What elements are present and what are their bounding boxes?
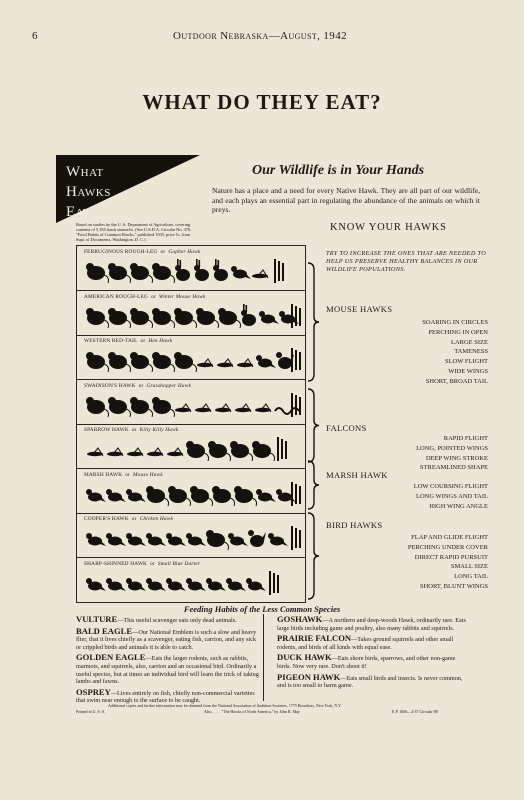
rodent-silhouette: [86, 397, 109, 417]
rodent-silhouette: [130, 397, 153, 417]
rabbit-silhouette: [194, 259, 209, 281]
bird-silhouette: [186, 533, 206, 546]
misc-prey-column: [274, 259, 284, 283]
bird-silhouette: [256, 355, 276, 368]
hawk-common-name: Grasshopper Hawk: [146, 382, 192, 389]
trait-line: SMALL SIZE: [450, 563, 488, 571]
grasshopper-silhouette: [87, 448, 103, 456]
chart-row: [77, 424, 305, 469]
script-title: Our Wildlife is in Your Hands: [252, 163, 425, 178]
grasshopper-silhouette: [217, 359, 233, 367]
trait-line: DEEP WING STROKE: [425, 454, 488, 462]
rodent-silhouette: [130, 308, 153, 328]
or-word: or: [131, 516, 137, 522]
triangle-line: Eat: [66, 204, 91, 220]
grasshopper-silhouette: [175, 404, 191, 412]
species-entry: [277, 654, 467, 670]
or-word: or: [151, 293, 156, 300]
category-brace: [306, 512, 320, 600]
footer-note: Additional copies and further information may be obtained from the National Association of Audubon Societies, 1775 Broadway, New York, N.Y.: [108, 703, 342, 708]
bird-silhouette: [166, 578, 186, 591]
footer-code: E.P. 1006—4-37 Circular 88: [392, 709, 438, 714]
trait-line: STREAMLINED SHAPE: [419, 464, 488, 472]
trait-line: SOARING IN CIRCLES: [422, 319, 488, 326]
trait-line: LONG WINGS AND TAIL: [416, 492, 488, 500]
bird-silhouette: [268, 533, 288, 546]
species-name: DUCK HAWK: [277, 652, 332, 663]
species-name: PIGEON HAWK: [277, 671, 341, 682]
category-traits: [416, 434, 488, 473]
triangle-line: Hawks: [66, 184, 111, 200]
hawk-name: AMERICAN ROUGH-LEG: [84, 293, 149, 300]
rodent-silhouette: [108, 263, 131, 283]
column-divider: [263, 614, 264, 701]
intro-paragraph: Nature has a place and a need for every Native Hawk. They are all part of our wildlife, and each plays an essential part in regulating the abundance of the animals on which it preys.: [212, 186, 480, 214]
rodent-silhouette: [230, 441, 253, 461]
species-text: —This useful scavenger eats only dead animals.: [117, 617, 237, 624]
species-name: BALD EAGLE: [76, 625, 133, 636]
misc-prey-column: [291, 393, 301, 417]
grasshopper-silhouette: [235, 404, 251, 412]
hawk-common-name: Hen Hawk: [148, 338, 173, 344]
misc-prey-column: [291, 348, 301, 372]
prey-silhouettes: [77, 300, 305, 334]
rabbit-silhouette: [175, 259, 190, 281]
chart-row: [77, 291, 305, 336]
trait-line: SHORT, BROAD TAIL: [425, 377, 488, 385]
hawk-name: COOPER'S HAWK: [84, 516, 129, 522]
trait-line: RAPID FLIGHT: [443, 435, 488, 442]
species-entry: [76, 616, 259, 625]
misc-prey-column: [291, 304, 301, 328]
or-word: or: [140, 338, 146, 344]
category-brace: [306, 388, 320, 463]
rodent-silhouette: [190, 486, 213, 506]
category-title: MARSH HAWK: [326, 470, 388, 480]
species-name: OSPREY: [76, 686, 111, 697]
bird-silhouette: [106, 533, 126, 546]
rabbit-silhouette: [213, 259, 228, 281]
rodent-silhouette: [152, 352, 175, 372]
chart-row: [77, 513, 305, 558]
prey-silhouettes: [77, 522, 305, 556]
species-text: —A northern and deep-woods Hawk, ordinarily rare. Eats large birds including game and poultry, also many rabbits and squirrels.: [277, 617, 466, 632]
bird-silhouette: [186, 578, 206, 591]
rodent-silhouette: [130, 352, 153, 372]
hawk-name: SWAINSON'S HAWK: [84, 382, 136, 389]
grasshopper-silhouette: [197, 359, 213, 367]
misc-prey-column: [277, 437, 287, 461]
trait-line: HIGH WING ANGLE: [429, 502, 488, 510]
hawk-name: FERRUGINOUS ROUGH-LEG: [84, 249, 158, 255]
species-entry: [277, 635, 467, 651]
right-column: [277, 616, 467, 693]
trait-line: TAMENESS: [454, 348, 488, 356]
grasshopper-silhouette: [215, 404, 231, 412]
bird-silhouette: [228, 533, 248, 546]
hawk-common-name: Gopher Hawk: [168, 249, 201, 255]
bird-silhouette: [246, 578, 266, 591]
chart-row: [77, 335, 305, 380]
trait-line: DIRECT RAPID PURSUIT: [414, 553, 488, 561]
trait-line: PERCHING UNDER COVER: [407, 543, 488, 551]
footer-also: Also. . . . . "The Hawks of North America," by John B. May: [204, 709, 300, 714]
bird-silhouette: [146, 578, 166, 591]
chart-row: [77, 469, 305, 514]
rodent-silhouette: [152, 263, 175, 283]
category-traits: [422, 318, 488, 387]
running-header: [0, 30, 524, 44]
running-title: Outdoor Nebraska—August, 1942: [172, 30, 348, 42]
hawk-common-name: Mouse Hawk: [133, 471, 163, 478]
or-word: or: [160, 249, 166, 255]
or-word: or: [131, 427, 137, 433]
rodent-silhouette: [152, 397, 175, 417]
bird-silhouette: [226, 578, 246, 591]
rodent-silhouette: [208, 441, 231, 461]
chart-row: [77, 558, 305, 602]
species-text: —Eats small birds and insects. Is never common, and is too small to harm game.: [277, 674, 463, 690]
rodent-silhouette: [174, 308, 197, 328]
rodent-silhouette: [146, 486, 169, 506]
rabbit-silhouette: [241, 304, 256, 326]
bird-silhouette: [86, 578, 106, 591]
hawk-common-name: Small Blue Darter: [157, 560, 201, 567]
grasshopper-silhouette: [107, 448, 123, 456]
species-name: GOLDEN EAGLE: [76, 652, 146, 663]
trait-line: LONG, POINTED WINGS: [416, 444, 488, 452]
hawk-name: WESTERN RED-TAIL: [84, 338, 138, 344]
bird-silhouette: [231, 266, 251, 279]
misc-prey-column: [291, 482, 301, 506]
grasshopper-silhouette: [195, 404, 211, 412]
prey-silhouettes: [77, 567, 305, 601]
source-note: Based on studies by the U. S. Department of Agriculture, covering contents of 5,185 hawk stomachs. (See U.S.D.A. Circular No. 370, "Food Habits of Common Hawks," published 1935, price 5c, from Supt. of Documents, Washington, D. C.): [76, 222, 192, 242]
bird-silhouette: [206, 578, 226, 591]
food-chart: [76, 245, 306, 603]
grasshopper-silhouette: [167, 448, 183, 456]
bird-silhouette: [126, 578, 146, 591]
species-name: PRAIRIE FALCON: [277, 633, 352, 644]
trait-line: PERCHING IN OPEN: [428, 328, 488, 336]
species-text: —Lives entirely on fish, chiefly non-commercial varieties that swim near enough to the surface to be caught.: [76, 689, 255, 705]
bird-silhouette: [106, 489, 126, 502]
trait-line: SHORT, BLUNT WINGS: [419, 582, 488, 590]
trait-line: LARGE SIZE: [450, 338, 488, 346]
rodent-silhouette: [234, 486, 257, 506]
rodent-silhouette: [196, 308, 219, 328]
category-title: FALCONS: [326, 423, 367, 433]
triangle-title: [66, 162, 111, 222]
prey-silhouettes: [77, 433, 305, 467]
species-text: —Our National Emblem is such a slow and heavy flier, that it lives chiefly as a scavenger, eating fish, carrion, and any sick or crippled birds and animals it is able to catch.: [76, 628, 257, 651]
rodent-silhouette: [108, 397, 131, 417]
know-your-hawks-heading: KNOW YOUR HAWKS: [330, 222, 447, 233]
rodent-silhouette: [86, 352, 109, 372]
trait-line: WIDE WINGS: [448, 367, 488, 375]
or-word: or: [125, 471, 131, 478]
bird-silhouette: [259, 311, 279, 324]
rodent-silhouette: [212, 486, 235, 506]
hawk-name: MARSH HAWK: [84, 471, 123, 478]
hawk-common-name: Winter Mouse Hawk: [158, 293, 206, 300]
trait-line: LOW COURSING FLIGHT: [413, 483, 488, 490]
prey-silhouettes: [77, 389, 305, 423]
rodent-silhouette: [130, 263, 153, 283]
bird-silhouette: [106, 578, 126, 591]
grasshopper-silhouette: [127, 448, 143, 456]
hawk-name: SHARP-SHINNED HAWK: [84, 560, 148, 567]
species-text: —Eats shore birds, sparrows, and other non-game birds. Now very rare. Don't shoot it!: [277, 655, 456, 670]
hawk-name: SPARROW HAWK: [84, 427, 129, 433]
triangle-line: What: [66, 164, 104, 180]
grasshopper-silhouette: [255, 404, 271, 412]
rodent-silhouette: [252, 441, 275, 461]
prey-silhouettes: [77, 255, 305, 289]
rodent-silhouette: [186, 441, 209, 461]
rodent-silhouette: [152, 308, 175, 328]
category-brace: [306, 262, 320, 382]
prey-silhouettes: [77, 478, 305, 512]
category-traits: [408, 533, 488, 592]
species-entry: [76, 625, 259, 652]
bird-silhouette: [256, 489, 276, 502]
left-column: [76, 616, 259, 708]
main-title: WHAT DO THEY EAT?: [142, 90, 382, 114]
grasshopper-silhouette: [252, 270, 268, 278]
prey-silhouettes: [77, 344, 305, 378]
hawk-common-name: Killy Killy Hawk: [139, 427, 179, 433]
bird-silhouette: [166, 533, 186, 546]
bird-silhouette: [126, 489, 146, 502]
species-text: —Eats the larger rodents, such as rabbits, marmots, and squirrels, also, carrion and an occasional bird. Ordinarily a useful species, but at times an individual bird will learn the trick of taking lambs and fawns.: [76, 655, 259, 686]
rodent-silhouette: [108, 352, 131, 372]
category-title: BIRD HAWKS: [326, 520, 383, 530]
chicken-silhouette: [248, 530, 266, 547]
rodent-silhouette: [174, 352, 197, 372]
or-word: or: [138, 382, 144, 389]
chart-row: [77, 380, 305, 425]
conservation-note: TRY TO INCREASE THE ONES THAT ARE NEEDED TO HELP US PRESERVE HEALTHY BALANCES IN OUR WILDLIFE POPULATIONS.: [326, 250, 487, 273]
bird-silhouette: [86, 533, 106, 546]
rodent-silhouette: [86, 263, 109, 283]
trait-line: FLAP AND GLIDE FLIGHT: [411, 534, 488, 541]
species-entry: [277, 671, 467, 690]
rodent-silhouette: [108, 308, 131, 328]
species-entry: [277, 616, 467, 632]
species-text: —Takes ground squirrels and other small rodents, and birds of all kinds with equal ease.: [277, 636, 454, 651]
footer-printed: Printed in U. S. A.: [76, 709, 106, 714]
hawk-common-name: Chicken Hawk: [139, 516, 174, 522]
or-word: or: [150, 560, 155, 567]
grasshopper-silhouette: [237, 359, 253, 367]
category-title: MOUSE HAWKS: [326, 304, 393, 314]
misc-prey-column: [269, 571, 279, 595]
grasshopper-silhouette: [147, 448, 163, 456]
page-number: 6: [32, 30, 38, 42]
trait-line: SLOW FLIGHT: [444, 358, 488, 366]
category-traits: [414, 482, 488, 511]
species-name: VULTURE: [76, 614, 118, 624]
rodent-silhouette: [168, 486, 191, 506]
bird-silhouette: [146, 533, 166, 546]
rodent-silhouette: [86, 308, 109, 328]
species-entry: [76, 654, 259, 685]
bird-silhouette: [86, 489, 106, 502]
rodent-silhouette: [206, 530, 229, 550]
species-name: GOSHAWK: [277, 614, 323, 624]
chart-row: [77, 246, 305, 291]
misc-prey-column: [291, 526, 301, 550]
feeding-habits-title: Feeding Habits of the Less Common Species: [183, 604, 341, 614]
bird-silhouette: [126, 533, 146, 546]
category-brace: [306, 460, 320, 510]
trait-line: LONG TAIL: [454, 573, 488, 581]
rodent-silhouette: [218, 308, 241, 328]
